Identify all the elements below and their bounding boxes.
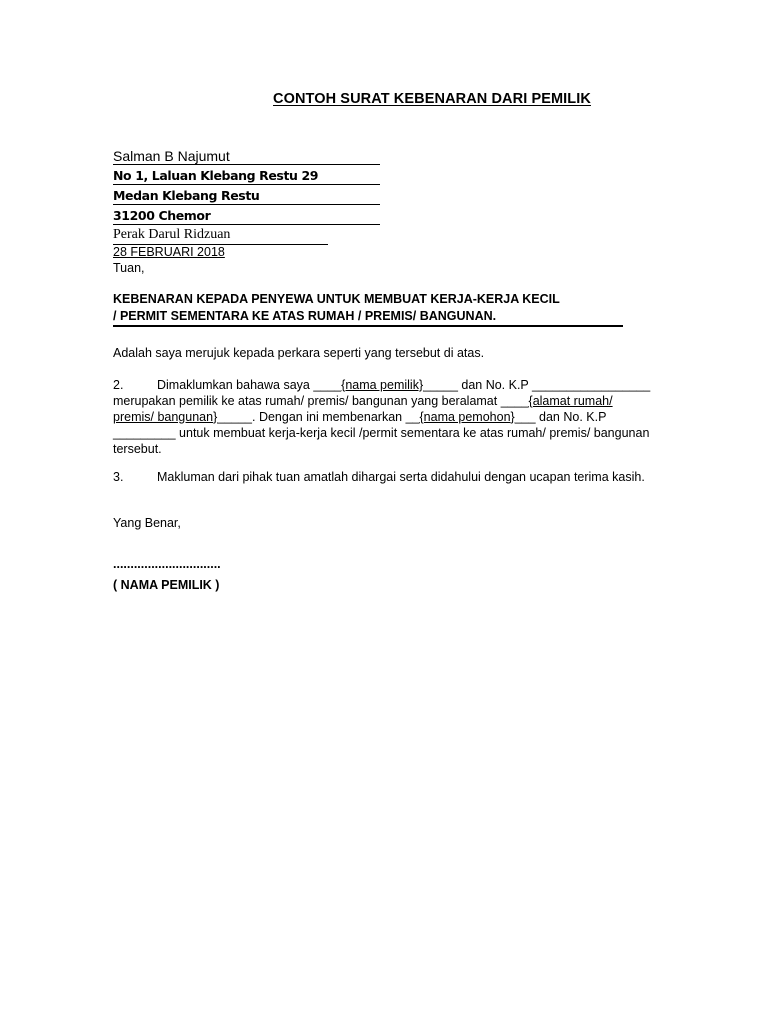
signature-name: ( NAMA PEMILIK ) — [113, 578, 220, 592]
paragraph-2-line-5: tersebut. — [113, 442, 162, 456]
closing: Yang Benar, — [113, 516, 181, 530]
subject-underline — [113, 325, 623, 327]
applicant-name-placeholder: {nama pemohon} — [419, 410, 515, 424]
paragraph-3-text: Makluman dari pihak tuan amatlah dihargai serta didahului dengan ucapan terima kasih. — [157, 470, 645, 484]
letter-title: CONTOH SURAT KEBENARAN DARI PEMILIK — [273, 91, 591, 107]
address-placeholder: {alamat rumah/ — [528, 394, 613, 408]
paragraph-2-number: 2. — [113, 378, 124, 392]
subject-line-1: KEBENARAN KEPADA PENYEWA UNTUK MEMBUAT KERJA-KERJA KECIL — [113, 292, 560, 306]
paragraph-3-number: 3. — [113, 470, 124, 484]
signature-line: ............................... — [113, 557, 221, 571]
paragraph-2-text: merupakan pemilik ke atas rumah/ premis/ bangunan yang beralamat ____ — [113, 394, 529, 408]
paragraph-2-text: Dimaklumkan bahawa saya ____ — [157, 378, 342, 392]
subject-heading — [113, 291, 560, 325]
address-placeholder: premis/ bangunan} — [113, 410, 218, 424]
paragraph-2-text: _____. Dengan ini membenarkan __ — [217, 410, 420, 424]
subject-line-2: / PERMIT SEMENTARA KE ATAS RUMAH / PREMIS/ BANGUNAN. — [113, 309, 497, 323]
salutation: Tuan, — [113, 261, 145, 275]
paragraph-1: Adalah saya merujuk kepada perkara seperti yang tersebut di atas. — [113, 346, 485, 360]
paragraph-2-line-1 — [113, 377, 650, 393]
sender-postcode: 31200 Chemor — [113, 208, 380, 225]
sender-name: Salman B Najumut — [113, 148, 380, 165]
paragraph-2-line-3 — [113, 409, 650, 425]
letter-date: 28 FEBRUARI 2018 — [113, 245, 225, 259]
owner-name-placeholder: {nama pemilik} — [341, 378, 424, 392]
paragraph-2-line-2 — [113, 393, 650, 409]
sender-state: Perak Darul Ridzuan — [113, 227, 231, 242]
sender-area: Medan Klebang Restu — [113, 188, 380, 205]
sender-street: No 1, Laluan Klebang Restu 29 — [113, 168, 380, 185]
paragraph-2 — [113, 377, 650, 457]
paragraph-2-text: _____ dan No. K.P _________________ — [423, 378, 651, 392]
paragraph-2-line-4: _________ untuk membuat kerja-kerja kecil /permit sementara ke atas rumah/ premis/ bangunan — [113, 426, 650, 440]
paragraph-2-text: ___ dan No. K.P — [514, 410, 607, 424]
paragraph-3 — [113, 469, 645, 485]
